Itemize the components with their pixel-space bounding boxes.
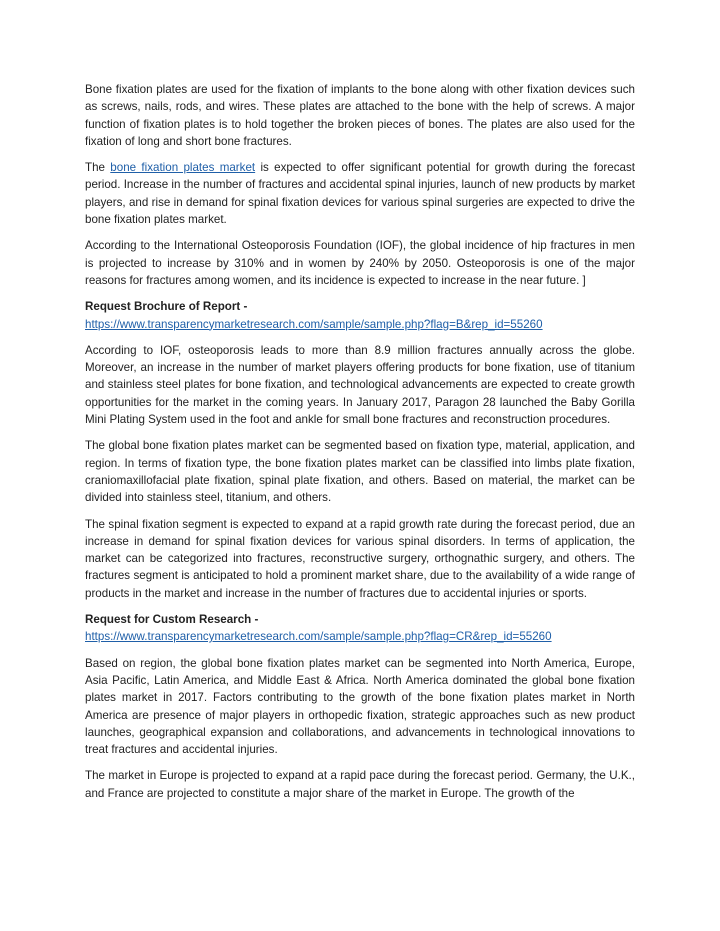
custom-research-heading: Request for Custom Research - [85, 613, 259, 627]
paragraph-market-outlook [85, 159, 635, 228]
paragraph-europe: The market in Europe is projected to expand at a rapid pace during the forecast period. Germany, the U.K., and France are projected to constitute a major share of the market in Europe. The growth of the [85, 769, 635, 800]
paragraph-intro: Bone fixation plates are used for the fixation of implants to the bone along with other fixation devices such as screws, nails, rods, and wires. These plates are attached to the bone with the help of screws. A major function of fixation plates is to hold together the broken pieces of bones. The plates are also used for the fixation of long and short bone fractures. [85, 83, 635, 148]
paragraph-text: is expected to offer significant potential for growth during the forecast period. Increase in the number of fractures and accidental spinal injuries, launch of new products by market players, and rise in demand for spinal fixation devices for various spinal surgeries are expected to drive the bone fixation plates market. [85, 161, 635, 227]
paragraph-text: The [85, 161, 111, 175]
paragraph-osteoporosis: According to IOF, osteoporosis leads to more than 8.9 million fractures annually across the globe. Moreover, an increase in the number of market players offering products for bone fixation, use of titanium and stainless steel plates for bone fixation, and technological advancements are expected to create growth opportunities for the market in the coming years. In January 2017, Paragon 28 launched the Baby Gorilla Mini Plating System used in the foot and ankle for small bone fractures and reconstruction procedures. [85, 343, 635, 427]
custom-research-link[interactable]: https://www.transparencymarketresearch.com/sample/sample.php?flag=CR&rep_id=55260 [85, 630, 552, 644]
paragraph-spinal: The spinal fixation segment is expected to expand at a rapid growth rate during the forecast period, due an increase in demand for spinal fixation devices for various spinal disorders. In terms of application, the market can be categorized into fractures, reconstructive surgery, orthognathic surgery, and others. The fractures segment is anticipated to hold a prominent market share, due to the availability of a wide range of products in the market and increase in the number of fractures due to accidental injuries or sports. [85, 517, 635, 600]
paragraph-iof: According to the International Osteoporosis Foundation (IOF), the global incidence of hip fractures in men is projected to increase by 310% and in women by 240% by 2050. Osteoporosis is one of the major reasons for fractures among women, and its incidence is expected to increase in the near future. ] [85, 239, 635, 287]
document-page [85, 81, 635, 811]
brochure-heading: Request Brochure of Report - [85, 300, 248, 314]
paragraph-segmentation: The global bone fixation plates market can be segmented based on fixation type, material, application, and region. In terms of fixation type, the bone fixation plates market can be classified into limbs plate fixation, craniomaxillofacial plate fixation, spinal plate fixation, and others. Based on material, the market can be divided into stainless steel, titanium, and others. [85, 439, 635, 505]
market-link[interactable]: bone fixation plates market [110, 161, 256, 175]
paragraph-region: Based on region, the global bone fixation plates market can be segmented into North America, Europe, Asia Pacific, Latin America, and Middle East & Africa. North America dominated the global bone fixation plates market in 2017. Factors contributing to the growth of the bone fixation plates market in North America are presence of major players in orthopedic fixation, strategic approaches such as new product launches, geographical expansion and collaborations, and advancements in technological innovations to treat fractures and accidental injuries. [85, 656, 635, 757]
brochure-link[interactable]: https://www.transparencymarketresearch.com/sample/sample.php?flag=B&rep_id=55260 [85, 317, 543, 331]
